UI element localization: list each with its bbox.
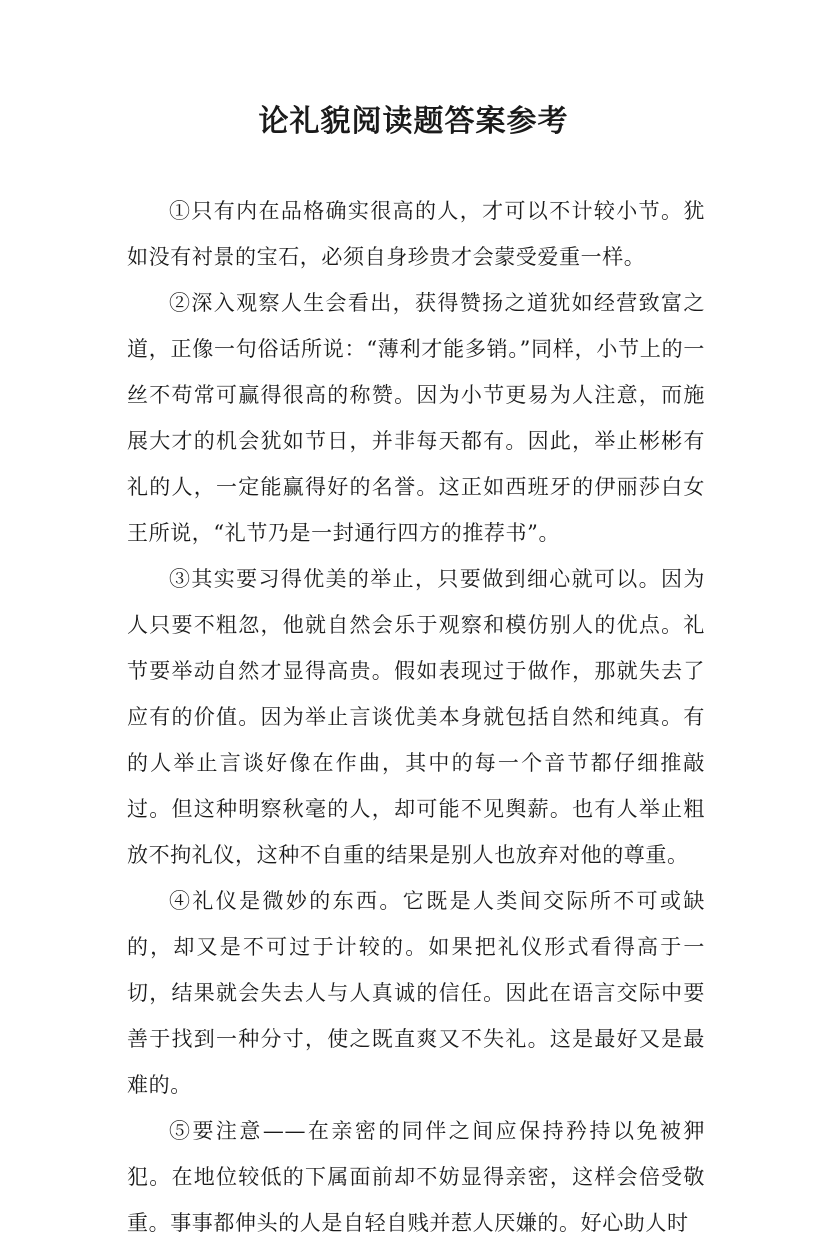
paragraph-3: ③其实要习得优美的举止，只要做到细心就可以。因为人只要不粗忽，他就自然会乐于观察和模仿别人的优点。礼节要举动自然才显得高贵。假如表现过于做作，那就失去了应有的价值。因为举止言谈优美本身就包括自然和纯真。有的人举止言谈好像在作曲，其中的每一个音节都仔细推敲过。但这种明察秋毫的人，却可能不见舆薪。也有人举止粗放不拘礼仪，这种不自重的结果是别人也放弃对他的尊重。: [127, 567, 705, 867]
paragraph-1: ①只有内在品格确实很高的人，才可以不计较小节。犹如没有衬景的宝石，必须自身珍贵才会蒙受爱重一样。: [127, 199, 705, 269]
paragraph-2: ②深入观察人生会看出，获得赞扬之道犹如经营致富之道，正像一句俗话所说：“薄利才能多销。”同样，小节上的一丝不苟常可赢得很高的称赞。因为小节更易为人注意，而施展大才的机会犹如节日，并非每天都有。因此，举止彬彬有礼的人，一定能赢得好的名誉。这正如西班牙的伊丽莎白女王所说，“礼节乃是一封通行四方的推荐书”。: [127, 291, 705, 545]
document-body: [127, 188, 705, 1246]
paragraph-4: ④礼仪是微妙的东西。它既是人类间交际所不可或缺的，却又是不可过于计较的。如果把礼仪形式看得高于一切，结果就会失去人与人真诚的信任。因此在语言交际中要善于找到一种分寸，使之既直爽又不失礼。这是最好又是最难的。: [127, 889, 705, 1097]
document-title: 论礼貌阅读题答案参考: [258, 104, 569, 139]
paragraph-5: ⑤要注意——在亲密的同伴之间应保持矜持以免被狎犯。在地位较低的下属面前却不妨显得亲密，这样会倍受敬重。事事都伸头的人是自轻自贱并惹人厌嫌的。好心助人时: [127, 1119, 705, 1235]
